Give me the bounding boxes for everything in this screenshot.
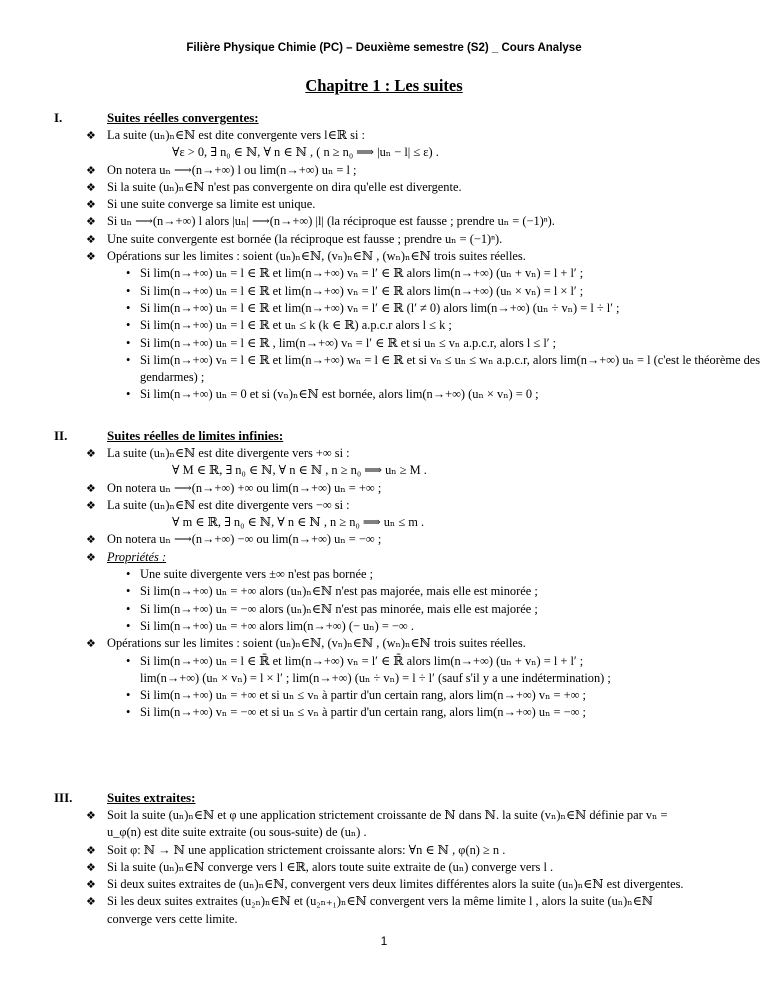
paragraph: ❖ On notera uₙ ⟶(n→+∞) l ou lim(n→+∞) uₙ = l ; — [54, 162, 734, 179]
paragraph: ❖ Soit la suite (uₙ)ₙ∈ℕ et φ une application strictement croissante de ℕ dans ℕ. la suite (vₙ)ₙ∈ℕ définie par vₙ = — [54, 807, 734, 824]
list-item: • Si lim(n→+∞) uₙ = +∞ alors lim(n→+∞) (− uₙ) = −∞ . — [54, 618, 734, 635]
page-number: 1 — [380, 934, 388, 948]
list-item: • Si lim(n→+∞) uₙ = −∞ alors (uₙ)ₙ∈ℕ n'est pas minorée, mais elle est majorée ; — [54, 601, 734, 618]
paragraph-continuation: u_φ(n) est dite suite extraite (ou sous-suite) de (uₙ) . — [107, 825, 367, 840]
section-1 — [54, 110, 761, 404]
properties-label: ❖ Propriétés : — [54, 549, 734, 566]
section-2 — [54, 428, 734, 722]
chapter-title: Chapitre 1 : Les suites — [305, 76, 463, 95]
paragraph: ❖ Une suite convergente est bornée (la réciproque est fausse ; prendre uₙ = (−1)ⁿ). — [54, 231, 734, 248]
paragraph: ❖ Opérations sur les limites : soient (uₙ)ₙ∈ℕ, (vₙ)ₙ∈ℕ , (wₙ)ₙ∈ℕ trois suites réelles. — [54, 248, 734, 265]
list-item: • Si lim(n→+∞) vₙ = l ∈ ℝ et lim(n→+∞) wₙ = l ∈ ℝ et si vₙ ≤ uₙ ≤ wₙ a.p.c.r, alors lim(n→+∞) uₙ = l (c'est le théorème des — [54, 352, 734, 369]
list-item: • Si lim(n→+∞) uₙ = +∞ et si uₙ ≤ vₙ à partir d'un certain rang, alors lim(n→+∞) vₙ = +∞ ; — [54, 687, 734, 704]
list-item: • Si lim(n→+∞) uₙ = l ∈ ℝ et lim(n→+∞) vₙ = l′ ∈ ℝ alors lim(n→+∞) (uₙ + vₙ) = l + l′ ; — [54, 265, 734, 282]
paragraph: ❖ On notera uₙ ⟶(n→+∞) −∞ ou lim(n→+∞) uₙ = −∞ ; — [54, 531, 734, 548]
formula: ∀ε > 0, ∃ n₀ ∈ ℕ, ∀ n ∈ ℕ , ( n ≥ n₀ ⟹ |uₙ − l| ≤ ε) . — [172, 145, 439, 160]
paragraph: ❖ On notera uₙ ⟶(n→+∞) +∞ ou lim(n→+∞) uₙ = +∞ ; — [54, 480, 734, 497]
list-item: • Si lim(n→+∞) uₙ = +∞ alors (uₙ)ₙ∈ℕ n'est pas majorée, mais elle est minorée ; — [54, 583, 734, 600]
paragraph: ❖ Si uₙ ⟶(n→+∞) l alors |uₙ| ⟶(n→+∞) |l| (la réciproque est fausse ; prendre uₙ = (−1)ⁿ). — [54, 213, 734, 230]
list-item: • Si lim(n→+∞) uₙ = l ∈ ℝ et uₙ ≤ k (k ∈ ℝ) a.p.c.r alors l ≤ k ; — [54, 317, 734, 334]
section-heading — [54, 790, 734, 807]
section-heading — [54, 428, 734, 445]
list-item: • Si lim(n→+∞) uₙ = l ∈ ℝ et lim(n→+∞) vₙ = l′ ∈ ℝ (l′ ≠ 0) alors lim(n→+∞) (uₙ ÷ vₙ) = l ÷ l′ ; — [54, 300, 734, 317]
section-title: Suites extraites: — [107, 790, 196, 805]
section-3 — [54, 790, 734, 928]
paragraph: ❖ Si les deux suites extraites (u₂ₙ)ₙ∈ℕ et (u₂ₙ₊₁)ₙ∈ℕ convergent vers la même limite l , alors la suite (uₙ)ₙ∈ℕ — [54, 893, 734, 910]
list-item: • Si lim(n→+∞) uₙ = l ∈ ℝ et lim(n→+∞) vₙ = l′ ∈ ℝ alors lim(n→+∞) (uₙ × vₙ) = l × l′ ; — [54, 283, 734, 300]
formula: ∀ m ∈ ℝ, ∃ n₀ ∈ ℕ, ∀ n ∈ ℕ , n ≥ n₀ ⟹ uₙ ≤ m . — [172, 515, 425, 530]
page-header: Filière Physique Chimie (PC) – Deuxième semestre (S2) _ Cours Analyse — [186, 42, 582, 54]
list-item: • Si lim(n→+∞) vₙ = −∞ et si uₙ ≤ vₙ à partir d'un certain rang, alors lim(n→+∞) uₙ = −∞ ; — [54, 704, 734, 721]
section-title: Suites réelles de limites infinies: — [107, 428, 284, 443]
list-item: • Si lim(n→+∞) uₙ = l ∈ ℝ , lim(n→+∞) vₙ = l′ ∈ ℝ et si uₙ ≤ vₙ a.p.c.r, alors l ≤ l′ ; — [54, 335, 734, 352]
list-item-continuation: gendarmes) ; — [140, 370, 205, 385]
section-number: II. — [54, 428, 68, 443]
section-heading — [54, 110, 734, 127]
list-item: • Si lim(n→+∞) uₙ = l ∈ ℝ̄ et lim(n→+∞) vₙ = l′ ∈ ℝ̄ alors lim(n→+∞) (uₙ + vₙ) = l + l′ ; — [54, 653, 734, 670]
paragraph: ❖ Si la suite (uₙ)ₙ∈ℕ converge vers l ∈ℝ, alors toute suite extraite de (uₙ) converge vers l . — [54, 859, 734, 876]
list-item: • Une suite divergente vers ±∞ n'est pas bornée ; — [54, 566, 734, 583]
paragraph: ❖ La suite (uₙ)ₙ∈ℕ est dite divergente vers −∞ si : — [54, 497, 734, 514]
paragraph: ❖ Si deux suites extraites de (uₙ)ₙ∈ℕ, convergent vers deux limites différentes alors la suite (uₙ)ₙ∈ℕ est divergentes. — [54, 876, 734, 893]
list-item-continuation: lim(n→+∞) (uₙ × vₙ) = l × l′ ; lim(n→+∞) (uₙ ÷ vₙ) = l ÷ l′ (sauf s'il y a une indétermination) ; — [140, 670, 611, 685]
paragraph: ❖ La suite (uₙ)ₙ∈ℕ est dite convergente vers l∈ℝ si : — [54, 127, 734, 144]
list-item: • Si lim(n→+∞) uₙ = 0 et si (vₙ)ₙ∈ℕ est bornée, alors lim(n→+∞) (uₙ × vₙ) = 0 ; — [54, 386, 734, 403]
section-title: Suites réelles convergentes: — [107, 110, 259, 125]
paragraph: ❖ La suite (uₙ)ₙ∈ℕ est dite divergente vers +∞ si : — [54, 445, 734, 462]
paragraph: ❖ Si une suite converge sa limite est unique. — [54, 196, 734, 213]
paragraph: ❖ Si la suite (uₙ)ₙ∈ℕ n'est pas convergente on dira qu'elle est divergente. — [54, 179, 734, 196]
paragraph: ❖ Opérations sur les limites : soient (uₙ)ₙ∈ℕ, (vₙ)ₙ∈ℕ , (wₙ)ₙ∈ℕ trois suites réelles. — [54, 635, 734, 652]
paragraph: ❖ Soit φ: ℕ → ℕ une application strictement croissante alors: ∀n ∈ ℕ , φ(n) ≥ n . — [54, 842, 734, 859]
section-number: III. — [54, 790, 73, 805]
section-number: I. — [54, 110, 63, 125]
paragraph-continuation: converge vers cette limite. — [107, 911, 238, 926]
formula: ∀ M ∈ ℝ, ∃ n₀ ∈ ℕ, ∀ n ∈ ℕ , n ≥ n₀ ⟹ uₙ ≥ M . — [172, 463, 427, 478]
